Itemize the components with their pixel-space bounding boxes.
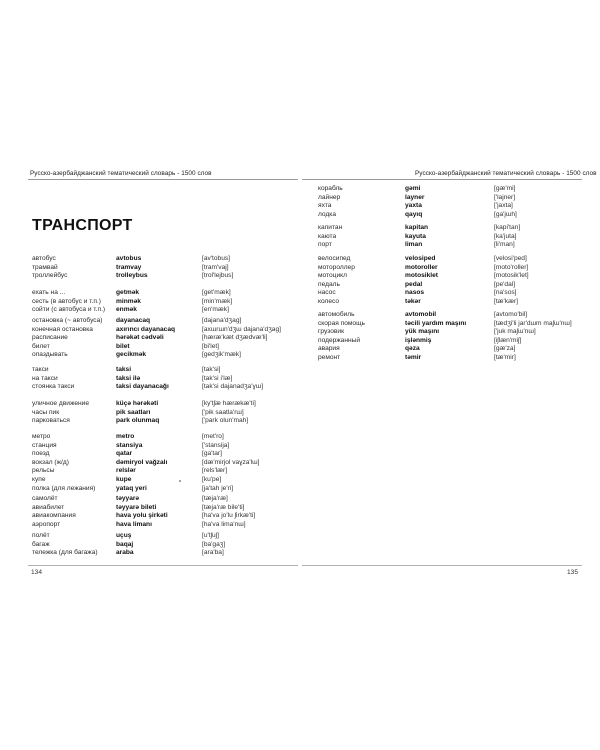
russian-word: на такси <box>32 374 58 382</box>
russian-word: парковаться <box>32 417 70 425</box>
azerbaijani-word: baqaj <box>116 540 134 548</box>
russian-word: педаль <box>318 280 340 288</box>
azerbaijani-word: stansiya <box>116 441 143 449</box>
azerbaijani-word: enmək <box>116 306 137 314</box>
page-speck <box>179 480 181 482</box>
azerbaijani-word: liman <box>405 241 423 249</box>
transcription: [trol'lejbus] <box>202 272 234 280</box>
transcription: [iʃlæn'miʃ] <box>494 336 522 344</box>
russian-word: поезд <box>32 450 50 458</box>
transcription: [axɯrɯn'dʒɯ dajana'dʒaɡ] <box>202 325 281 333</box>
russian-word: уличное движение <box>32 400 90 407</box>
header-rule-right <box>302 179 582 180</box>
russian-word: рельсы <box>32 467 55 475</box>
russian-word: порт <box>318 241 332 249</box>
azerbaijani-word: təmir <box>405 353 422 361</box>
russian-word: опаздывать <box>32 351 68 359</box>
russian-word: станция <box>32 441 57 449</box>
transcription: ['jaxta] <box>494 202 513 210</box>
transcription: ['pik saatla'rɯ] <box>202 408 244 416</box>
russian-word: лодка <box>318 210 336 218</box>
azerbaijani-word: kapitan <box>405 224 429 231</box>
azerbaijani-word: taksi ilə <box>116 374 141 382</box>
russian-word: конечная остановка <box>32 325 93 333</box>
azerbaijani-word: təkər <box>405 297 421 305</box>
transcription: [dajana'dʒaɡ] <box>202 317 242 324</box>
footer-rule-right <box>302 565 582 566</box>
transcription: [velosi'ped] <box>494 255 527 262</box>
azerbaijani-word: pedal <box>405 280 423 288</box>
transcription: [tæja'ræ] <box>202 495 228 502</box>
russian-word: билет <box>32 342 50 350</box>
russian-word: троллейбус <box>32 272 68 280</box>
azerbaijani-word: təcili yardım maşını <box>405 319 467 327</box>
azerbaijani-word: avtomobil <box>405 311 437 318</box>
azerbaijani-word: taksi dayanacağı <box>116 383 169 391</box>
azerbaijani-word: yataq yeri <box>116 484 147 492</box>
russian-word: яхта <box>318 202 332 210</box>
transcription: [ba'ɡaʒ] <box>202 540 226 548</box>
transcription: [en'mæk] <box>202 306 229 314</box>
azerbaijani-word: layner <box>405 193 425 201</box>
transcription: ['park olun'mah] <box>202 417 249 425</box>
russian-word: скорая помощь <box>318 319 365 327</box>
transcription: [ky'tʃæ hærækæ'ti] <box>202 400 256 407</box>
azerbaijani-word: işlənmiş <box>405 336 432 344</box>
azerbaijani-word: minmək <box>116 297 141 305</box>
transcription: [tæ'kær] <box>494 297 518 305</box>
russian-word: авария <box>318 345 340 353</box>
azerbaijani-word: relslər <box>116 467 136 475</box>
russian-word: грузовик <box>318 328 344 336</box>
azerbaijani-word: qayıq <box>405 210 423 218</box>
russian-word: капитан <box>318 224 343 231</box>
russian-word: метро <box>32 433 51 440</box>
transcription: [na'sos] <box>494 289 517 297</box>
azerbaijani-word: yaxta <box>405 202 422 210</box>
russian-word: сесть (в автобус и т.п.) <box>32 297 101 305</box>
russian-word: автомобиль <box>318 311 355 318</box>
transcription: [tædʒi'li jar'dɯm maʃɯ'nɯ] <box>494 319 572 327</box>
azerbaijani-word: pik saatları <box>116 408 151 416</box>
transcription: ['juk maʃɯ'nɯ] <box>494 328 536 336</box>
transcription: [pe'dal] <box>494 280 516 288</box>
transcription: [ɡæ'za] <box>494 345 516 353</box>
azerbaijani-word: araba <box>116 549 134 557</box>
russian-word: ехать на ... <box>32 289 66 296</box>
transcription: [tæ'mir] <box>494 353 516 361</box>
transcription: [ha'va lima'nɯ] <box>202 520 246 528</box>
azerbaijani-word: taksi <box>116 366 132 373</box>
azerbaijani-word: tramvay <box>116 263 142 271</box>
transcription: [li'man] <box>494 241 515 249</box>
azerbaijani-word: qatar <box>116 450 133 458</box>
azerbaijani-word: qəza <box>405 345 420 353</box>
transcription: [ka'juta] <box>494 232 517 240</box>
russian-word: колесо <box>318 297 340 305</box>
azerbaijani-word: park olunmaq <box>116 417 160 425</box>
russian-word: авиабилет <box>32 503 65 511</box>
russian-word: авиакомпания <box>32 512 76 520</box>
transcription: [ja'tah je'ri] <box>202 484 234 492</box>
transcription: [ha'va jo'lu ʃirkæ'ti] <box>202 512 256 520</box>
transcription: [bi'let] <box>202 342 220 350</box>
russian-word: корабль <box>318 185 343 192</box>
page-number-right: 135 <box>567 569 579 576</box>
transcription: [rels'lær] <box>202 467 228 475</box>
right-page <box>300 0 600 750</box>
azerbaijani-word: dayanacaq <box>116 317 151 324</box>
russian-word: велосипед <box>318 255 351 262</box>
transcription: [tak'si i'læ] <box>202 374 233 382</box>
transcription: [dæ'mirjol vaɣza'lɯ] <box>202 458 260 466</box>
transcription: [hæræ'kæt dʒædvæ'li] <box>202 334 268 342</box>
azerbaijani-word: gəmi <box>405 185 421 192</box>
azerbaijani-word: uçuş <box>116 532 132 539</box>
russian-word: подержанный <box>318 336 361 344</box>
azerbaijani-word: yük maşını <box>405 328 440 336</box>
azerbaijani-word: trolleybus <box>116 272 148 280</box>
russian-word: трамвай <box>32 263 58 271</box>
russian-word: аэропорт <box>32 520 61 528</box>
azerbaijani-word: gecikmək <box>116 351 147 359</box>
transcription: [ara'ba] <box>202 549 224 557</box>
azerbaijani-word: təyyarə <box>116 495 140 502</box>
azerbaijani-word: təyyarə bileti <box>116 503 157 511</box>
transcription: [ku'pe] <box>202 475 222 483</box>
russian-word: ремонт <box>318 353 341 361</box>
transcription: [moto'roller] <box>494 263 529 271</box>
russian-word: багаж <box>32 540 50 548</box>
azerbaijani-word: hava yolu şirkəti <box>116 512 168 520</box>
azerbaijani-word: hərəkət cədvəli <box>116 334 164 342</box>
russian-word: остановка (~ автобуса) <box>32 317 103 324</box>
transcription: ['stansija] <box>202 441 230 449</box>
transcription: [u'tʃuʃ] <box>202 532 220 539</box>
azerbaijani-word: motoroller <box>405 263 438 271</box>
russian-word: полка (для лежания) <box>32 484 96 492</box>
transcription: [ɡa'tar] <box>202 450 222 458</box>
azerbaijani-word: nasos <box>405 289 425 297</box>
russian-word: купе <box>32 475 46 483</box>
russian-word: лайнер <box>318 193 341 201</box>
russian-word: автобус <box>32 255 56 262</box>
section-title: ТРАНСПОРТ <box>32 217 133 234</box>
running-header-right: Русско-азербайджанский тематический словарь - 1500 слов <box>415 170 597 177</box>
russian-word: каюта <box>318 232 337 240</box>
russian-word: такси <box>32 366 49 373</box>
transcription: [met'ro] <box>202 433 224 440</box>
russian-word: стоянка такси <box>32 383 75 391</box>
transcription: [motosik'let] <box>494 272 529 280</box>
transcription: [tæja'ræ bile'ti] <box>202 503 245 511</box>
transcription: ['lajner] <box>494 193 516 201</box>
azerbaijani-word: avtobus <box>116 255 142 262</box>
russian-word: вокзал (ж/д) <box>32 458 69 466</box>
russian-word: сойти (с автобуса и т.п.) <box>32 306 106 314</box>
transcription: [kapi'tan] <box>494 224 521 231</box>
transcription: [tak'si dajanadʒa'ɣɯ] <box>202 383 264 391</box>
footer-rule-left <box>28 565 298 566</box>
transcription: [av'tobus] <box>202 255 231 262</box>
transcription: [min'mæk] <box>202 297 233 305</box>
azerbaijani-word: küçə hərəkəti <box>116 400 159 407</box>
azerbaijani-word: axırıncı dayanacaq <box>116 325 176 333</box>
azerbaijani-word: kupe <box>116 475 132 483</box>
azerbaijani-word: bilet <box>116 342 130 350</box>
russian-word: мотоцикл <box>318 272 347 280</box>
transcription: [tak'si] <box>202 366 221 373</box>
russian-word: самолёт <box>32 495 58 502</box>
transcription: [ɡæ'mi] <box>494 185 516 192</box>
transcription: [tram'vaj] <box>202 263 229 271</box>
azerbaijani-word: getmək <box>116 289 140 296</box>
russian-word: полёт <box>32 532 50 539</box>
azerbaijani-word: dəmiryol vağzalı <box>116 458 168 466</box>
russian-word: часы пик <box>32 408 60 416</box>
russian-word: расписание <box>32 334 68 342</box>
transcription: [ɡedʒik'mæk] <box>202 351 241 359</box>
page-number-left: 134 <box>31 569 43 576</box>
russian-word: насос <box>318 289 336 297</box>
azerbaijani-word: metro <box>116 433 135 440</box>
running-header-left: Русско-азербайджанский тематический словарь - 1500 слов <box>30 170 212 177</box>
transcription: [avtomo'bil] <box>494 311 528 318</box>
header-rule-left <box>28 179 298 180</box>
transcription: [get'mæk] <box>202 289 231 296</box>
azerbaijani-word: kayuta <box>405 232 426 240</box>
azerbaijani-word: velosiped <box>405 255 436 262</box>
russian-word: тележка (для багажа) <box>32 549 98 557</box>
azerbaijani-word: motosiklet <box>405 272 438 280</box>
russian-word: мотороллер <box>318 263 355 271</box>
azerbaijani-word: hava limanı <box>116 520 152 528</box>
transcription: [ɡa'jɯh] <box>494 210 517 218</box>
